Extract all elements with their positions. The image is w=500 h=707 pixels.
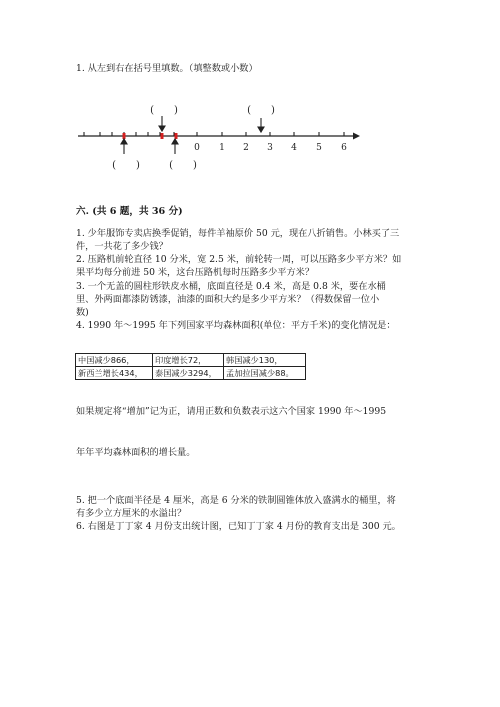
up-arrow-left-head [121,139,127,144]
answer-bracket-top-1: ( ) [150,105,178,116]
problem-6-line-1: 6. 右图是丁丁家 4 月份支出统计图，已知丁丁家 4 月份的教育支出是 300 元。 [76,521,401,532]
table-cell: 韩国减少130， [224,354,306,367]
down-arrow-right-head [258,127,264,132]
problem-1-line-1: 1. 少年服饰专卖店换季促销，每件羊袖原价 50 元，现在八折销售。小林买了三 [76,228,400,239]
table-cell: 泰国减少3294， [153,367,224,380]
down-arrow-left-head [159,126,165,131]
tick-label-1: 1 [219,143,225,153]
table-row [76,367,306,380]
table-cell: 印度增长72， [153,354,224,367]
problem-3-line-3: 数) [76,307,89,318]
answer-bracket-bottom-2: ( ) [169,160,197,171]
up-arrow-right-head [172,139,178,144]
tick-label-6: 6 [341,143,347,153]
forest-change-table [75,353,306,380]
problem-3-line-2: 里、外两面都漆防锈漆，油漆的面积大约是多少平方米？（得数保留一位小 [76,294,380,305]
problem-4-instruction-cont: 年年平均森林面积的增长量。 [76,447,196,458]
tick-label-3: 3 [267,143,273,153]
axis-arrow-head [353,133,360,140]
tick-label-4: 4 [291,143,297,153]
table-row [76,354,306,367]
problem-5-line-1: 5. 把一个底面半径是 4 厘米，高是 6 分米的铁制圆锥体放入盛满水的桶里，将 [76,495,396,506]
point-marker-b [161,133,164,139]
problem-4-instruction: 如果规定将“增加”记为正，请用正数和负数表示这六个国家 1990 年～1995 [76,406,387,417]
problem-2-line-2: 果平均每分前进 50 米，这台压路机每时压路多少平方米？ [76,267,315,278]
answer-bracket-top-2: ( ) [247,105,275,116]
tick-label-5: 5 [316,143,322,153]
table-cell: 孟加拉国减少88。 [224,367,306,380]
table-cell: 新西兰增长434， [76,367,153,380]
problem-2-line-1: 2. 压路机前轮直径 10 分米，宽 2.5 米，前轮转一周，可以压路多少平方米？如 [76,254,402,265]
problem-3-line-1: 3. 一个无盖的圆柱形铁皮水桶，底面直径是 0.4 米，高是 0.8 米，要在水桶 [76,281,386,292]
problem-5-line-2: 有多少立方厘米的水溢出？ [76,508,187,519]
answer-bracket-bottom-1: ( ) [112,160,140,171]
table-cell: 中国减少866， [76,354,153,367]
problem-4-prompt: 4. 1990 年～1995 年下列国家平均森林面积(单位：平方千米)的变化情况是： [76,320,396,331]
section-heading: 六. (共 6 题，共 36 分) [76,206,183,217]
tick-label-0: 0 [194,143,200,153]
question-1-prompt: 1. 从左到右在括号里填数。（填整数或小数） [76,63,258,74]
number-line-figure [70,96,360,176]
tick-label-2: 2 [243,143,249,153]
problem-1-line-2: 件，一共花了多少钱？ [76,241,168,252]
